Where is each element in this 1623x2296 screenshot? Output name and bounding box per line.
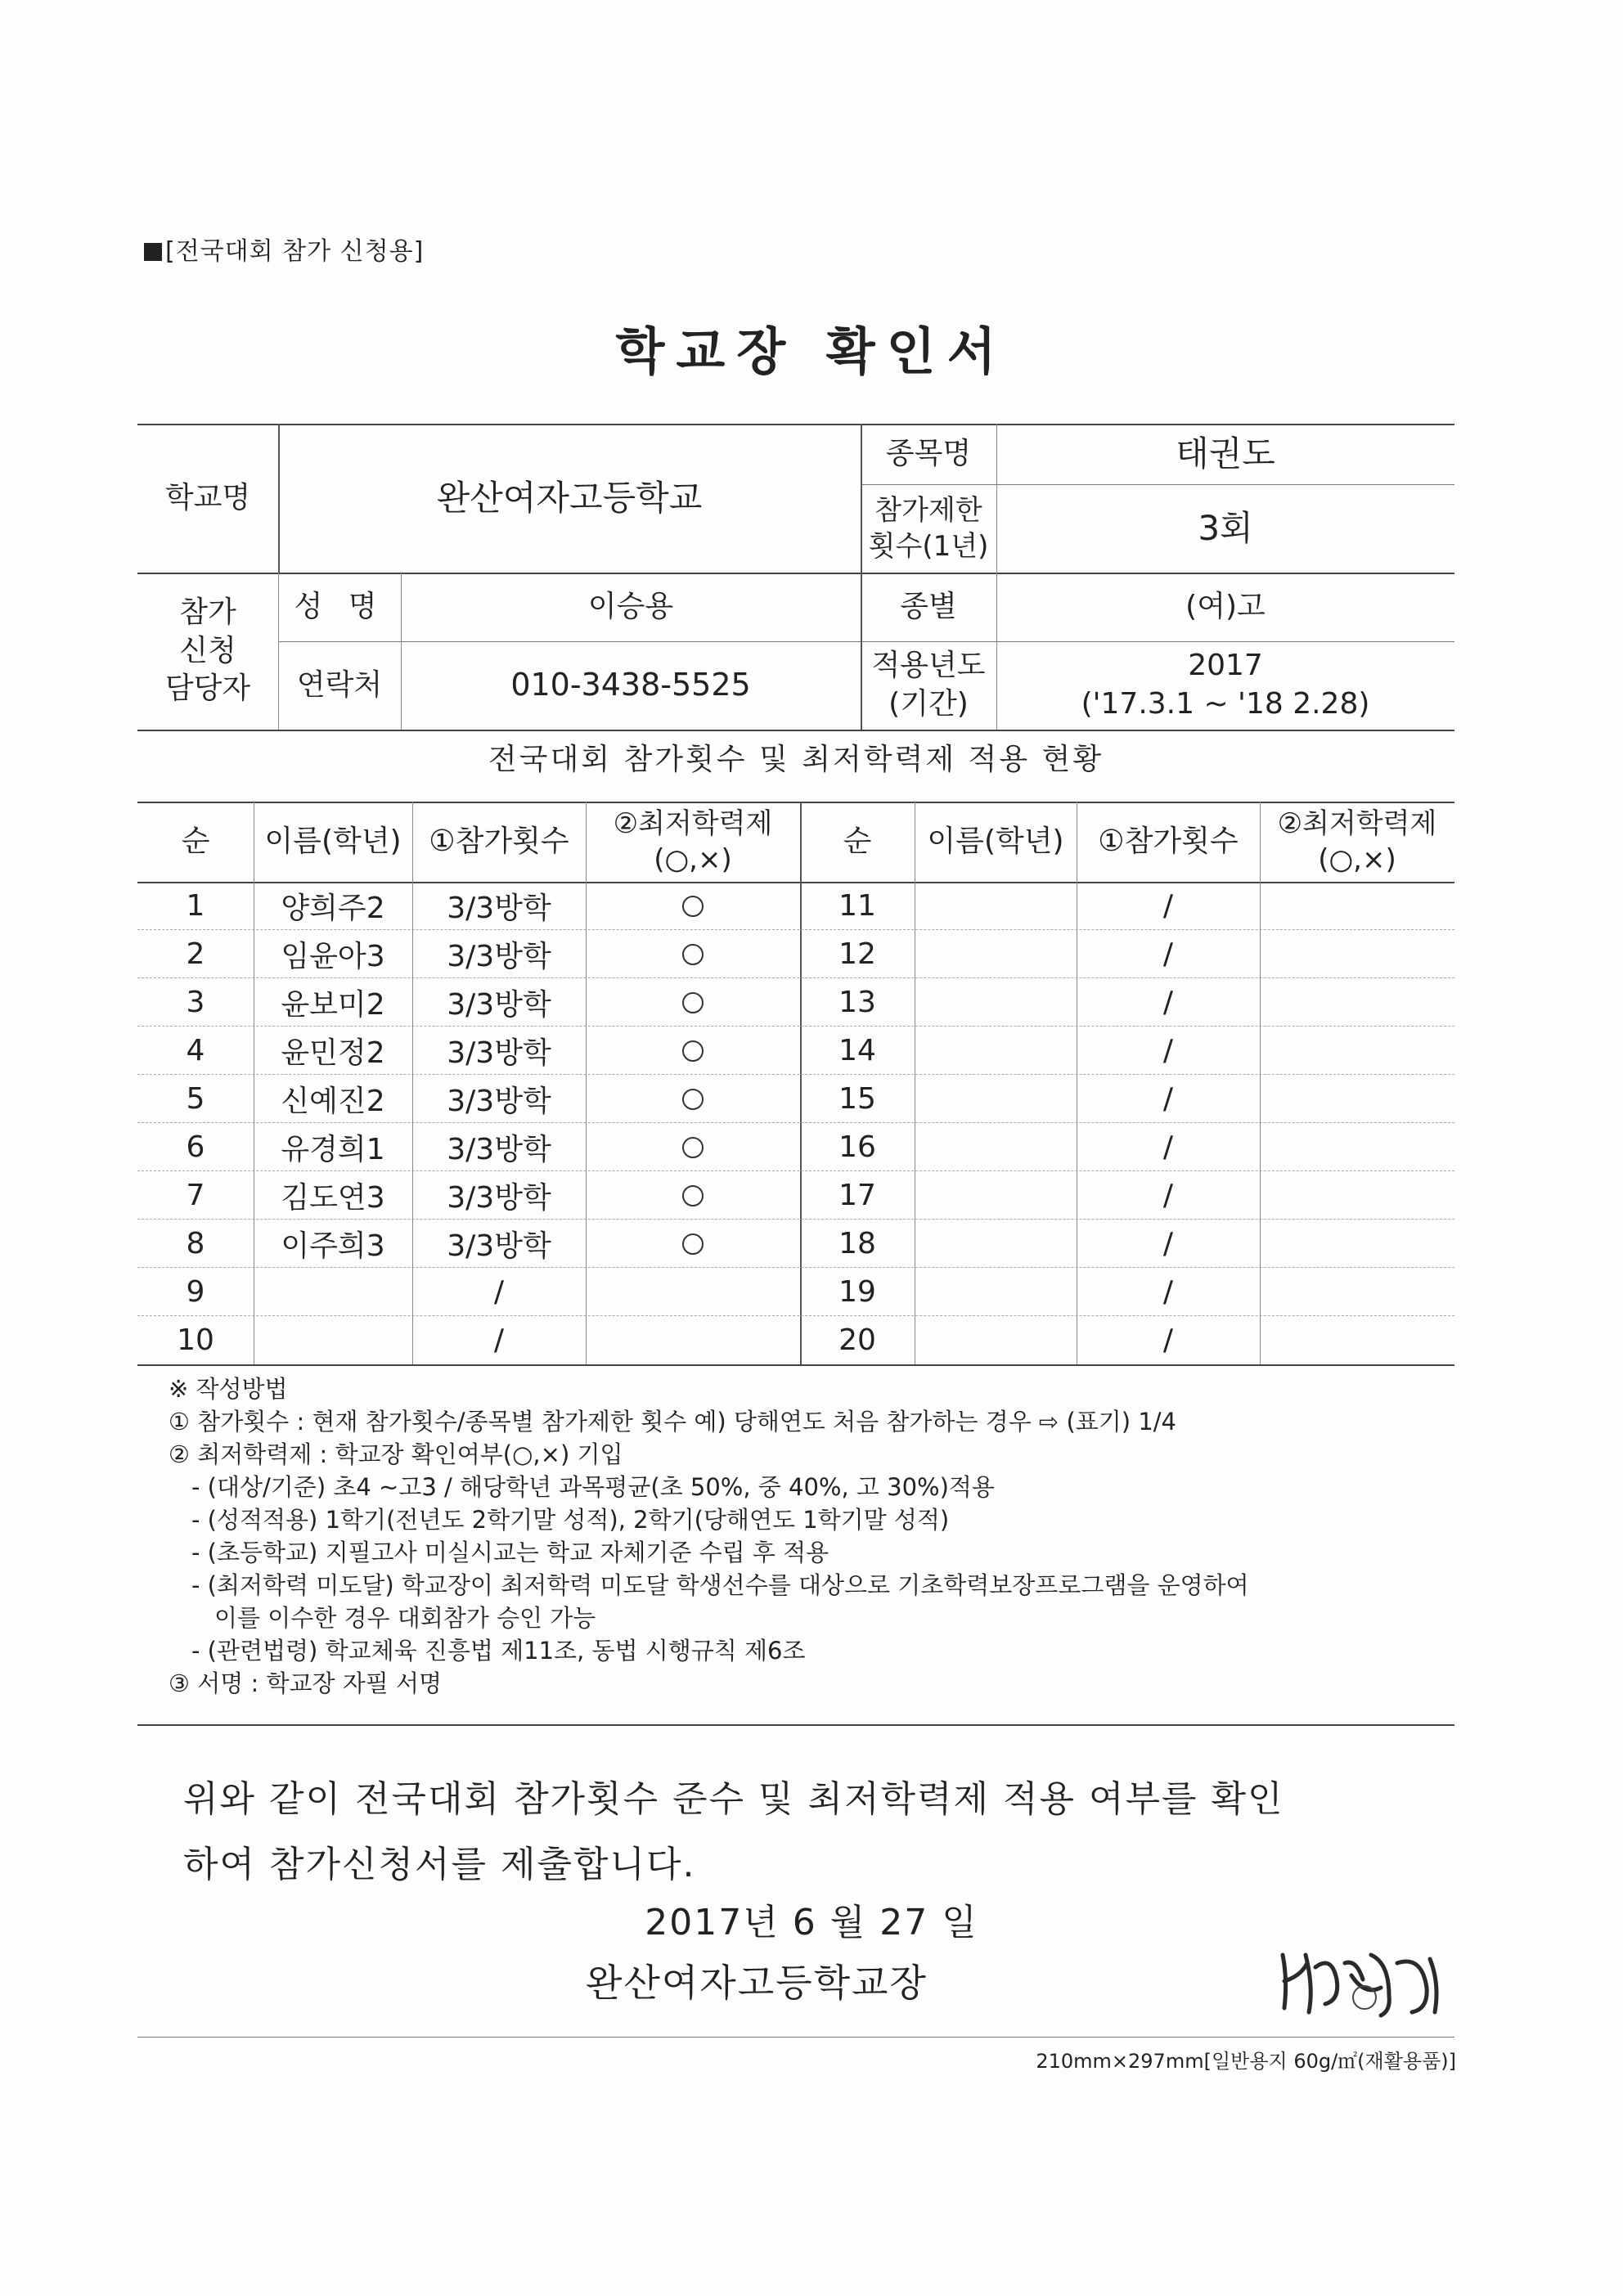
name-label: 성 명 [294,589,385,623]
cell-mark [1260,882,1454,930]
cell-mark [1260,1268,1454,1316]
circle-mark-icon [682,1040,704,1062]
school-label: 학교명 [164,480,251,514]
cell-name [915,930,1077,978]
cell-count: / [1162,1323,1174,1357]
cell-name: 윤민정2 [281,1036,385,1070]
cell-count: / [1162,1034,1174,1067]
sport-value: 태권도 [1176,433,1275,474]
cell-name [915,1027,1077,1075]
cell-count: / [493,1323,505,1357]
cell-count: / [1162,1179,1174,1212]
instruction-item: - (성적적용) 1학기(전년도 2학기말 성적), 2학기(당해연도 1학기말 성적) [191,1506,950,1534]
year-cell [996,641,1454,730]
cell-no: 13 [838,986,876,1019]
circle-mark-icon [682,896,704,917]
cell-mark [1260,1171,1454,1220]
instruction-item: - (관련법령) 학교체육 진흥법 제11조, 동법 시행규칙 제6조 [191,1637,806,1665]
cell-count: 3/3방학 [447,1036,551,1070]
cell-no: 1 [186,889,205,923]
cell-name [915,882,1077,930]
cell-count: 3/3방학 [447,940,551,973]
circle-mark-icon [682,1185,704,1206]
cell-name [254,1268,412,1316]
limit-value: 3회 [1198,507,1253,548]
cell-mark [586,1171,800,1220]
cell-name: 유경희1 [281,1133,385,1166]
cell-mark [586,978,800,1027]
cell-no: 4 [186,1034,205,1067]
cell-name: 김도연3 [281,1181,385,1215]
cell-mark [586,1075,800,1123]
instruction-item: ① 참가횟수 : 현재 참가횟수/종목별 참가제한 횟수 예) 당해연도 처음 참가하는 경우 ⇨ (표기) 1/4 [169,1408,1176,1436]
cell-count: / [1162,986,1174,1019]
cell-mark [1260,1123,1454,1171]
cell-name [254,1316,412,1364]
phone-label: 연락처 [296,667,383,702]
cell-mark [1260,1027,1454,1075]
cell-name: 임윤아3 [281,940,385,973]
paper-spec: 210mm×297mm[일반용지 60g/㎡(재활용품)] [1036,2050,1456,2073]
cell-no: 8 [186,1227,205,1260]
cell-no: 16 [838,1130,876,1164]
table-row [137,1075,1454,1123]
gender-value: (여)고 [1185,589,1266,623]
cell-no: 9 [186,1275,205,1309]
cell-mark [586,1123,800,1171]
header-name-left: 이름(학년) [264,824,402,858]
cell-name [915,1171,1077,1220]
form-type-text: [전국대회 참가 신청용] [165,237,425,266]
cell-count: / [493,1275,505,1309]
name-value: 이승용 [587,589,674,623]
cell-no: 20 [838,1323,876,1357]
cell-count: 3/3방학 [447,1229,551,1263]
table-row [137,978,1454,1027]
circle-mark-icon [682,1089,704,1110]
circle-mark-icon [682,992,704,1013]
gender-label: 종별 [900,589,957,623]
cell-no: 3 [186,986,205,1019]
table-row [137,1316,1454,1364]
cell-count: / [1162,1130,1174,1164]
header-count-right: ①참가횟수 [1098,824,1239,858]
cell-count: 3/3방학 [447,1085,551,1118]
instructions-list [169,1405,1453,1700]
sport-label: 종목명 [885,436,972,470]
cell-no: 6 [186,1130,205,1164]
instructions-heading: ※ 작성방법 [169,1375,288,1403]
header-name-right: 이름(학년) [927,824,1064,858]
instruction-item: - (초등학교) 지필고사 미실시교는 학교 자체기준 수립 후 적용 [191,1539,829,1566]
cell-mark [1260,978,1454,1027]
cell-name: 이주희3 [281,1229,385,1263]
cell-mark [1260,1316,1454,1364]
cell-name [915,1316,1077,1364]
cell-mark [586,1027,800,1075]
cell-mark [1260,1075,1454,1123]
phone-value: 010-3438-5525 [510,667,751,703]
form-type-tag [144,231,424,267]
cell-no: 5 [186,1082,205,1116]
cell-mark [1260,1220,1454,1268]
submission-date: 2017년 6 월 27 일 [645,1902,978,1943]
header-mark-left: ②최저학력제 (○,×) [613,807,773,876]
limit-label: 참가제한 횟수(1년) [868,493,989,563]
cell-no: 7 [186,1179,205,1212]
school-name: 완산여자고등학교 [436,477,703,518]
cell-name: 양희주2 [281,892,385,925]
cell-name [915,1123,1077,1171]
table-row [137,1027,1454,1075]
circle-mark-icon [682,1137,704,1158]
table-row [137,1268,1454,1316]
cell-count: 3/3방학 [447,1181,551,1215]
cell-name [915,978,1077,1027]
cell-name [915,1220,1077,1268]
cell-mark [586,930,800,978]
cell-no: 19 [838,1275,876,1309]
cell-name: 신예진2 [281,1085,385,1118]
cell-mark [586,1316,800,1364]
school-head-title: 완산여자고등학교장 [586,1961,928,2005]
cell-count: / [1162,1275,1174,1309]
cell-no: 14 [838,1034,876,1067]
square-bullet-icon [144,243,162,261]
confirmation-line-2: 하여 참가신청서를 제출합니다. [183,1844,696,1885]
cell-name: 윤보미2 [281,988,385,1022]
table-row [137,930,1454,978]
instructions [169,1373,1453,1700]
header-no-right: 순 [843,824,872,858]
cell-count: / [1162,937,1174,971]
cell-count: / [1162,1227,1174,1260]
cell-no: 12 [838,937,876,971]
table-row [137,1171,1454,1220]
header-count-left: ①참가횟수 [429,824,569,858]
header-mark-right: ②최저학력제 (○,×) [1277,807,1437,876]
cell-mark [586,1220,800,1268]
header-no-left: 순 [181,824,210,858]
cell-no: 15 [838,1082,876,1116]
cell-count: / [1162,1082,1174,1116]
year-label: 적용년도 (기간) [871,649,986,721]
cell-no: 11 [838,889,876,923]
cell-name [915,1268,1077,1316]
circle-mark-icon [682,1233,704,1255]
table-row [137,1220,1454,1268]
cell-no: 10 [177,1323,214,1357]
cell-no: 17 [838,1179,876,1212]
cell-no: 2 [186,937,205,971]
instruction-item: ② 최저학력제 : 학교장 확인여부(○,×) 기입 [169,1440,623,1468]
instruction-item: - (대상/기준) 초4 ~고3 / 해당학년 과목평균(초 50%, 중 40%, 고 30%)적용 [191,1473,995,1501]
table-row [137,1123,1454,1171]
confirmation-statement [183,1767,1459,1898]
cell-mark [586,882,800,930]
cell-count: 3/3방학 [447,1133,551,1166]
instruction-item: - (최저학력 미도달) 학교장이 최저학력 미도달 학생선수를 대상으로 기초학력보장프로그램을 운영하여 [191,1571,1249,1599]
cell-count: / [1162,889,1174,923]
instruction-item: 이를 이수한 경우 대회참가 승인 가능 [214,1604,596,1632]
cell-no: 18 [838,1227,876,1260]
contact-group-label: 참가 신청 담당자 [164,595,251,706]
confirmation-line-1: 위와 같이 전국대회 참가횟수 준수 및 최저학력제 적용 여부를 확인 [183,1778,1284,1820]
cell-name [915,1075,1077,1123]
document-title: 학교장 확인서 [615,321,1008,381]
cell-count: 3/3방학 [447,892,551,925]
cell-count: 3/3방학 [447,988,551,1022]
cell-mark [586,1268,800,1316]
table-row [137,882,1454,930]
year-value: 2017 [1188,649,1263,683]
participation-table-title: 전국대회 참가횟수 및 최저학력제 적용 현황 [488,743,1104,776]
handwritten-signature [1266,1930,1463,2029]
cell-mark [1260,930,1454,978]
year-period: ('17.3.1 ~ '18 2.28) [1081,687,1370,721]
circle-mark-icon [682,944,704,965]
instruction-item: ③ 서명 : 학교장 자필 서명 [169,1669,442,1697]
